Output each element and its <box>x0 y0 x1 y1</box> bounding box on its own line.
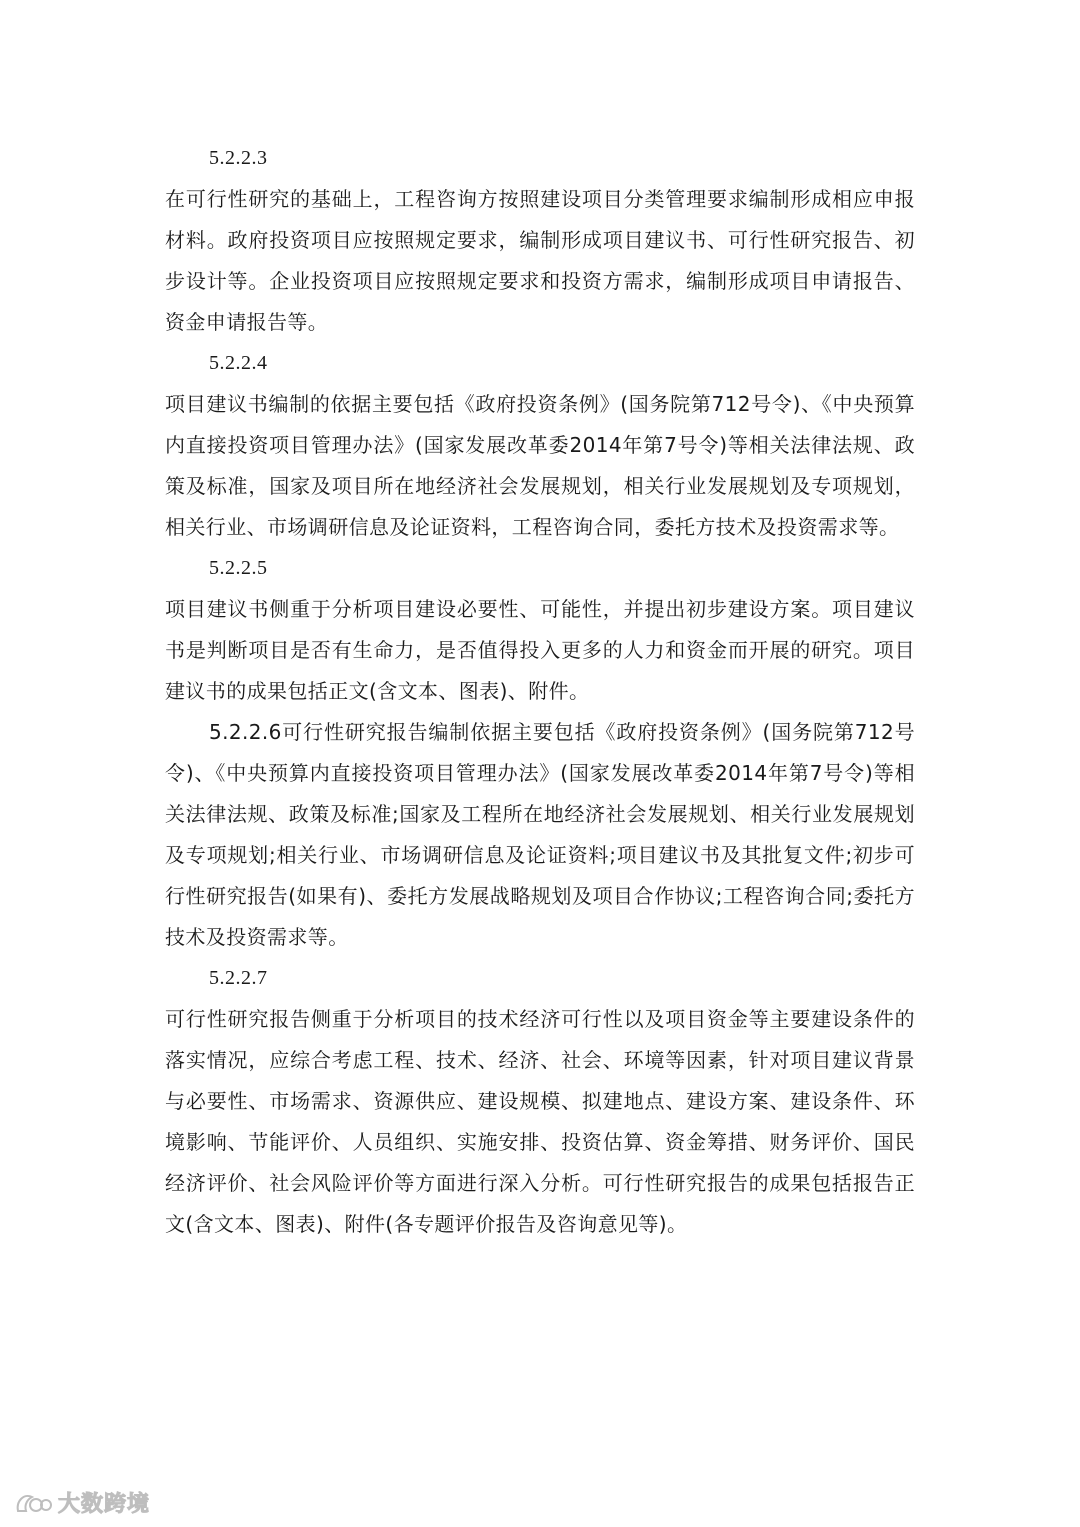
section-number-5-2-2-7: 5.2.2.7 <box>209 967 268 989</box>
paragraph-5-2-2-4: 项目建议书编制的依据主要包括《政府投资条例》(国务院第712号令)、《中央预算内直接投资项目管理办法》(国家发展改革委2014年第7号令)等相关法律法规、政策及标准，国家及项目所在地经济社会发展规划，相关行业发展规划及专项规划，相关行业、市场调研信息及论证资料，工程咨询合同，委托方技术及投资需求等。 <box>165 392 915 539</box>
paragraph-5-2-2-6: 5.2.2.6可行性研究报告编制依据主要包括《政府投资条例》(国务院第712号令)、《中央预算内直接投资项目管理办法》(国家发展改革委2014年第7号令)等相关法律法规、政策及标准;国家及工程所在地经济社会发展规划、相关行业发展规划及专项规划;相关行业、市场调研信息及论证资料;项目建议书及其批复文件;初步可行性研究报告(如果有)、委托方发展战略规划及项目合作协议;工程咨询合同;委托方技术及投资需求等。 <box>165 720 915 949</box>
document-page <box>165 138 915 1245</box>
paragraph-5-2-2-3: 在可行性研究的基础上，工程咨询方按照建设项目分类管理要求编制形成相应申报材料。政府投资项目应按照规定要求，编制形成项目建议书、可行性研究报告、初步设计等。企业投资项目应按照规定要求和投资方需求，编制形成项目申请报告、资金申请报告等。 <box>165 187 915 334</box>
paragraph-5-2-2-5: 项目建议书侧重于分析项目建设必要性、可能性，并提出初步建设方案。项目建议书是判断项目是否有生命力，是否值得投入更多的人力和资金而开展的研究。项目建议书的成果包括正文(含文本、图表)、附件。 <box>165 597 915 703</box>
brand-logo-icon <box>14 1489 52 1517</box>
watermark-text: 大数跨境 <box>58 1492 151 1517</box>
paragraph-5-2-2-7: 可行性研究报告侧重于分析项目的技术经济可行性以及项目资金等主要建设条件的落实情况，应综合考虑工程、技术、经济、社会、环境等因素，针对项目建议背景与必要性、市场需求、资源供应、建设规模、拟建地点、建设方案、建设条件、环境影响、节能评价、人员组织、实施安排、投资估算、资金筹措、财务评价、国民经济评价、社会风险评价等方面进行深入分析。可行性研究报告的成果包括报告正文(含文本、图表)、附件(各专题评价报告及咨询意见等)。 <box>165 1007 915 1236</box>
section-number-5-2-2-4: 5.2.2.4 <box>209 352 268 374</box>
section-number-5-2-2-5: 5.2.2.5 <box>209 557 268 579</box>
watermark <box>14 1487 150 1518</box>
section-number-5-2-2-3: 5.2.2.3 <box>209 147 268 169</box>
